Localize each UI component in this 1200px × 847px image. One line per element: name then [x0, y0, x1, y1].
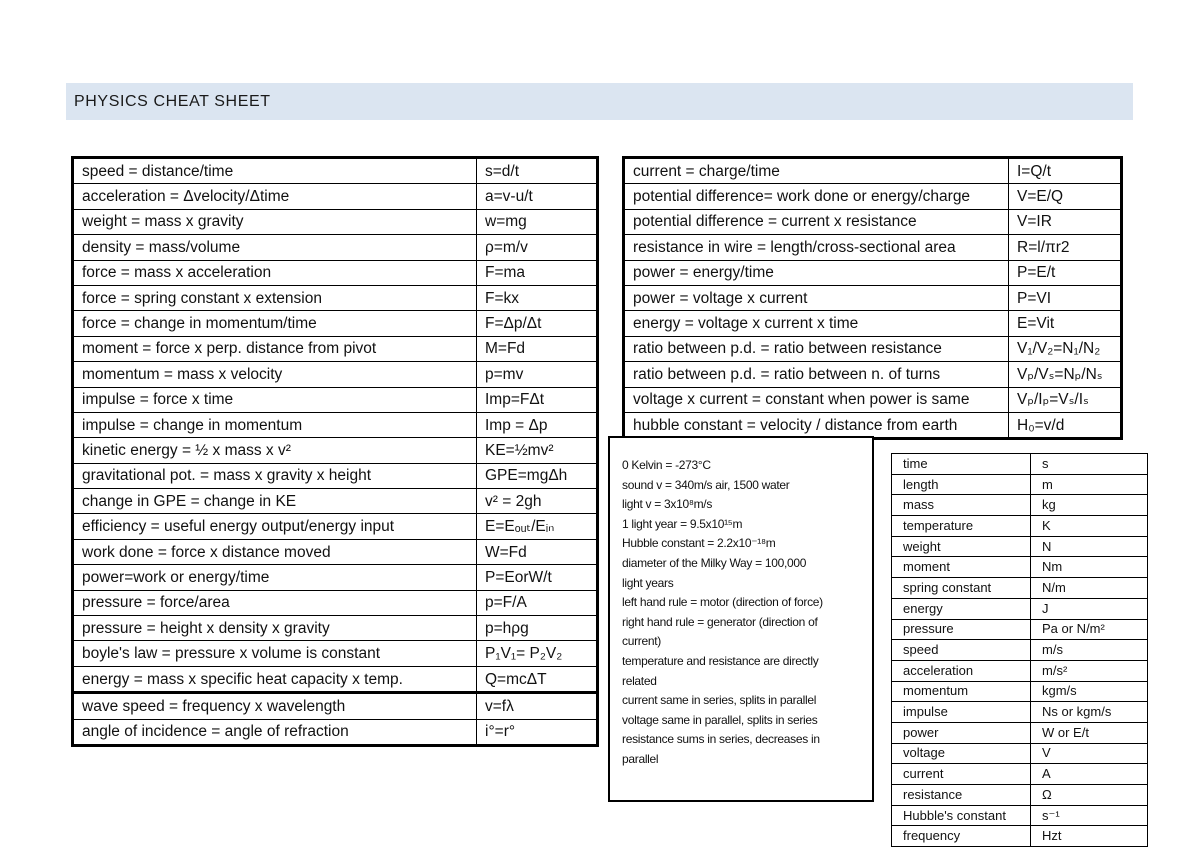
facts-box [608, 436, 874, 802]
formula-cell: V=E/Q [1009, 184, 1122, 209]
description-cell: potential difference= work done or energy/charge [624, 184, 1009, 209]
formula-cell: E=Eₒᵤₜ/Eᵢₙ [477, 514, 598, 539]
formula-cell: s=d/t [477, 158, 598, 184]
description-cell: gravitational pot. = mass x gravity x height [73, 463, 477, 488]
description-cell: impulse = force x time [73, 387, 477, 412]
formula-cell: E=Vit [1009, 311, 1122, 336]
formula-cell: Vₚ/Iₚ=Vₛ/Iₛ [1009, 387, 1122, 412]
formula-cell: KE=½mv² [477, 438, 598, 463]
formula-cell: W=Fd [477, 539, 598, 564]
formula-cell: s [1031, 454, 1148, 475]
fact-line: diameter of the Milky Way = 100,000 [622, 555, 807, 570]
formula-row [624, 209, 1122, 234]
description-cell: speed [892, 640, 1031, 661]
formula-cell: Hzt [1031, 826, 1148, 847]
unit-row [892, 660, 1148, 681]
formula-cell: Q=mcΔT [477, 666, 598, 692]
formula-cell: s⁻¹ [1031, 805, 1148, 826]
description-cell: ratio between p.d. = ratio between resistance [624, 336, 1009, 361]
description-cell: temperature [892, 516, 1031, 537]
description-cell: moment = force x perp. distance from pivot [73, 336, 477, 361]
formula-row [73, 641, 598, 666]
formula-cell: kg [1031, 495, 1148, 516]
description-cell: energy = voltage x current x time [624, 311, 1009, 336]
description-cell: wave speed = frequency x wavelength [73, 693, 477, 719]
description-cell: moment [892, 557, 1031, 578]
description-cell: force = mass x acceleration [73, 260, 477, 285]
fact-line: current same in series, splits in parallel [622, 693, 817, 708]
description-cell: current [892, 764, 1031, 785]
formula-row [73, 209, 598, 234]
fact-line: Hubble constant = 2.2x10⁻¹⁸m [622, 536, 776, 551]
formula-row [624, 311, 1122, 336]
formula-cell: V [1031, 743, 1148, 764]
description-cell: boyle's law = pressure x volume is constant [73, 641, 477, 666]
description-cell: spring constant [892, 578, 1031, 599]
formula-row [73, 260, 598, 285]
description-cell: frequency [892, 826, 1031, 847]
formula-cell: P=EorW/t [477, 565, 598, 590]
fact-line: related [622, 673, 657, 688]
fact-line: right hand rule = generator (direction of [622, 614, 818, 629]
description-cell: weight = mass x gravity [73, 209, 477, 234]
unit-row [892, 619, 1148, 640]
fact-line: resistance sums in series, decreases in [622, 732, 820, 747]
unit-row [892, 557, 1148, 578]
formula-cell: p=mv [477, 362, 598, 387]
formula-row [73, 387, 598, 412]
formula-cell: J [1031, 598, 1148, 619]
formula-cell: Pa or N/m² [1031, 619, 1148, 640]
description-cell: pressure = height x density x gravity [73, 616, 477, 641]
formula-row [73, 362, 598, 387]
formula-cell: Ns or kgm/s [1031, 702, 1148, 723]
unit-row [892, 722, 1148, 743]
unit-row [892, 681, 1148, 702]
description-cell: angle of incidence = angle of refraction [73, 719, 477, 745]
description-cell: work done = force x distance moved [73, 539, 477, 564]
formula-cell: N/m [1031, 578, 1148, 599]
unit-row [892, 578, 1148, 599]
description-cell: acceleration [892, 660, 1031, 681]
description-cell: acceleration = Δvelocity/Δtime [73, 184, 477, 209]
unit-row [892, 764, 1148, 785]
formula-row [73, 514, 598, 539]
fact-line: voltage same in parallel, splits in series [622, 712, 818, 727]
formula-row [73, 489, 598, 514]
formula-cell: P₁V₁= P₂V₂ [477, 641, 598, 666]
formula-cell: p=F/A [477, 590, 598, 615]
formula-cell: GPE=mgΔh [477, 463, 598, 488]
fact-line: parallel [622, 751, 659, 766]
description-cell: length [892, 474, 1031, 495]
formula-row [73, 311, 598, 336]
formula-cell: F=kx [477, 285, 598, 310]
description-cell: efficiency = useful energy output/energy input [73, 514, 477, 539]
unit-row [892, 702, 1148, 723]
formula-row [73, 590, 598, 615]
description-cell: pressure = force/area [73, 590, 477, 615]
formula-cell: Nm [1031, 557, 1148, 578]
formula-row [624, 158, 1122, 184]
formula-row [73, 158, 598, 184]
formula-cell: V₁/V₂=N₁/N₂ [1009, 336, 1122, 361]
formula-cell: W or E/t [1031, 722, 1148, 743]
formula-cell: m [1031, 474, 1148, 495]
formula-row [624, 235, 1122, 260]
unit-row [892, 826, 1148, 847]
description-cell: ratio between p.d. = ratio between n. of turns [624, 362, 1009, 387]
fact-line: 0 Kelvin = -273°C [622, 458, 711, 472]
formula-row [624, 285, 1122, 310]
description-cell: impulse = change in momentum [73, 412, 477, 437]
description-cell: voltage x current = constant when power is same [624, 387, 1009, 412]
formula-cell: M=Fd [477, 336, 598, 361]
formula-cell: Ω [1031, 785, 1148, 806]
unit-row [892, 495, 1148, 516]
formula-row [73, 616, 598, 641]
formula-row [624, 184, 1122, 209]
formula-cell: kgm/s [1031, 681, 1148, 702]
formula-row [73, 235, 598, 260]
formula-row [73, 336, 598, 361]
description-cell: power = voltage x current [624, 285, 1009, 310]
formula-row [624, 260, 1122, 285]
formula-cell: m/s [1031, 640, 1148, 661]
description-cell: force = change in momentum/time [73, 311, 477, 336]
description-cell: power = energy/time [624, 260, 1009, 285]
description-cell: force = spring constant x extension [73, 285, 477, 310]
description-cell: momentum = mass x velocity [73, 362, 477, 387]
electricity-formula-table [622, 156, 1123, 440]
formula-row [624, 336, 1122, 361]
description-cell: mass [892, 495, 1031, 516]
formula-cell: A [1031, 764, 1148, 785]
unit-row [892, 536, 1148, 557]
formula-row [73, 539, 598, 564]
formula-cell: H₀=v/d [1009, 412, 1122, 438]
formula-cell: ρ=m/v [477, 235, 598, 260]
fact-line: left hand rule = motor (direction of force) [622, 595, 823, 610]
description-cell: impulse [892, 702, 1031, 723]
formula-cell: P=E/t [1009, 260, 1122, 285]
description-cell: change in GPE = change in KE [73, 489, 477, 514]
unit-row [892, 743, 1148, 764]
description-cell: resistance in wire = length/cross-sectional area [624, 235, 1009, 260]
unit-row [892, 516, 1148, 537]
description-cell: weight [892, 536, 1031, 557]
formula-row [73, 438, 598, 463]
formula-cell: Vₚ/Vₛ=Nₚ/Nₛ [1009, 362, 1122, 387]
formula-row [73, 412, 598, 437]
formula-row [73, 666, 598, 692]
formula-cell: K [1031, 516, 1148, 537]
unit-row [892, 598, 1148, 619]
description-cell: momentum [892, 681, 1031, 702]
description-cell: power [892, 722, 1031, 743]
fact-line: 1 light year = 9.5x10¹⁵m [622, 516, 743, 531]
formula-row [73, 285, 598, 310]
description-cell: energy [892, 598, 1031, 619]
description-cell: Hubble's constant [892, 805, 1031, 826]
formula-cell: m/s² [1031, 660, 1148, 681]
unit-row [892, 805, 1148, 826]
description-cell: power=work or energy/time [73, 565, 477, 590]
formula-cell: V=IR [1009, 209, 1122, 234]
formula-cell: v² = 2gh [477, 489, 598, 514]
formula-row [73, 184, 598, 209]
formula-cell: a=v-u/t [477, 184, 598, 209]
description-cell: resistance [892, 785, 1031, 806]
fact-line: temperature and resistance are directly [622, 653, 819, 668]
fact-line: current) [622, 634, 661, 649]
formula-cell: i°=r° [477, 719, 598, 745]
page-title: PHYSICS CHEAT SHEET [74, 93, 271, 110]
description-cell: pressure [892, 619, 1031, 640]
unit-row [892, 474, 1148, 495]
formula-row [73, 463, 598, 488]
formula-cell: w=mg [477, 209, 598, 234]
unit-row [892, 785, 1148, 806]
unit-row [892, 454, 1148, 475]
description-cell: energy = mass x specific heat capacity x temp. [73, 666, 477, 692]
description-cell: time [892, 454, 1031, 475]
units-table [891, 453, 1148, 847]
formula-cell: P=VI [1009, 285, 1122, 310]
fact-line: light years [622, 575, 674, 590]
formula-cell: p=hρg [477, 616, 598, 641]
mechanics-formula-table [71, 156, 599, 747]
description-cell: density = mass/volume [73, 235, 477, 260]
formula-row [73, 693, 598, 719]
formula-row [624, 387, 1122, 412]
formula-cell: v=fλ [477, 693, 598, 719]
formula-row [624, 412, 1122, 438]
formula-cell: I=Q/t [1009, 158, 1122, 184]
title-band [66, 83, 1133, 120]
description-cell: speed = distance/time [73, 158, 477, 184]
formula-cell: F=ma [477, 260, 598, 285]
formula-cell: Imp=FΔt [477, 387, 598, 412]
formula-row [73, 719, 598, 745]
description-cell: voltage [892, 743, 1031, 764]
formula-cell: R=l/πr2 [1009, 235, 1122, 260]
formula-cell: F=Δp/Δt [477, 311, 598, 336]
formula-row [624, 362, 1122, 387]
fact-line: light v = 3x10⁸m/s [622, 497, 713, 512]
description-cell: current = charge/time [624, 158, 1009, 184]
fact-line: sound v = 340m/s air, 1500 water [622, 477, 790, 492]
description-cell: potential difference = current x resistance [624, 209, 1009, 234]
formula-row [73, 565, 598, 590]
description-cell: kinetic energy = ½ x mass x v² [73, 438, 477, 463]
formula-cell: Imp = Δp [477, 412, 598, 437]
unit-row [892, 640, 1148, 661]
description-cell: hubble constant = velocity / distance from earth [624, 412, 1009, 438]
formula-cell: N [1031, 536, 1148, 557]
